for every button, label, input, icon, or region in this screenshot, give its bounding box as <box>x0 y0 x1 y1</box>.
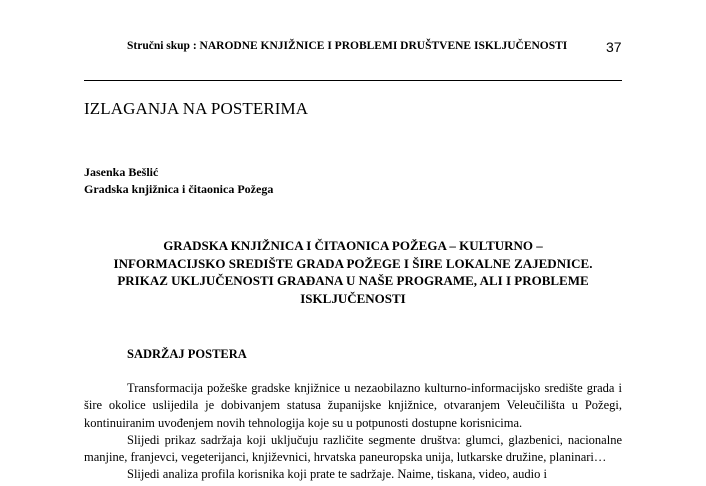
article-title <box>100 237 606 307</box>
section-heading: IZLAGANJA NA POSTERIMA <box>84 99 309 118</box>
body-text <box>84 380 622 484</box>
header-divider <box>84 80 622 81</box>
running-header <box>0 40 706 60</box>
title-line: GRADSKA KNJIŽNICA I ČITAONICA POŽEGA – KULTURNO – <box>163 238 543 253</box>
title-line: INFORMACIJSKO SREDIŠTE GRADA POŽEGE I ŠIRE LOKALNE ZAJEDNICE. <box>113 255 593 271</box>
paragraph: Slijedi analiza profila korisnika koji prate te sadržaje. Naime, tiskana, video, audio i <box>127 467 548 482</box>
poster-content-heading: SADRŽAJ POSTERA <box>127 347 247 361</box>
author-block <box>84 164 273 198</box>
author-name: Jasenka Bešlić <box>84 165 159 179</box>
paragraph: Slijedi prikaz sadržaja koji uključuju različite segmente društva: glumci, glazbenici, nacionalne manjine, franjevci, vegeterijanci, književnici, hrvatska paneuropska unija, lutkarske družine, planinari… <box>84 432 622 465</box>
title-line: ISKLJUČENOSTI <box>300 290 406 306</box>
paragraph: Transformacija požeške gradske knjižnice u nezaobilazno kulturno-informacijsko središte grada i šire okolice uslijedila je dobivanjem statusa županijske knjižnice, otvaranjem Veleučilišta u Požegi, kontinuiranim uvođenjem novih tehnologija koje su u potpunosti dostupne korisnicima. <box>84 381 622 430</box>
running-title: Stručni skup : NARODNE KNJIŽNICE I PROBLEMI DRUŠTVENE ISKLJUČENOSTI <box>127 40 568 52</box>
title-line: PRIKAZ UKLJUČENOSTI GRAĐANA U NAŠE PROGRAME, ALI I PROBLEME <box>117 273 589 288</box>
page-number: 37 <box>606 39 622 55</box>
author-institution: Gradska knjižnica i čitaonica Požega <box>84 182 274 196</box>
